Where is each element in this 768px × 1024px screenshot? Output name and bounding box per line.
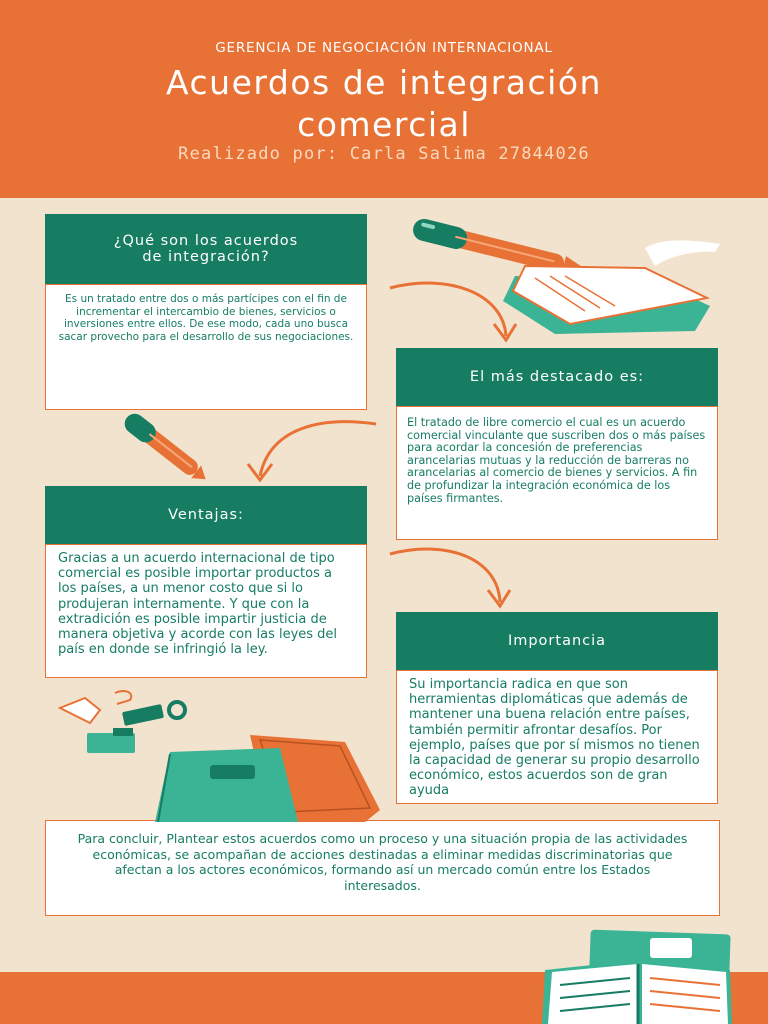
importancia-body: Su importancia radica en que son herramientas diplomáticas que además de mantener una buena relación entre países, también permitir afrontar desafíos. Por ejemplo, países que por sí mismos no tienen la capacidad de generar su propio desarrollo económico, estos acuerdos son de gran ayuda [396, 670, 718, 804]
ventajas-heading: Ventajas: [45, 486, 367, 544]
page-subtitle: GERENCIA DE NEGOCIACIÓN INTERNACIONAL [215, 40, 553, 56]
title-line-2: comercial [297, 105, 471, 144]
open-notebook-icon [540, 930, 735, 1024]
title-line-1: Acuerdos de integración [166, 63, 602, 102]
curved-arrow-icon [240, 418, 380, 488]
que-son-body: Es un tratado entre dos o más partícipes con el fin de incrementar el intercambio de bienes, servicios o inversiones entre ellos. De ese modo, cada uno busca sacar provecho para el desarrollo de sus negociaciones. [45, 284, 367, 410]
destacado-body: El tratado de libre comercio el cual es un acuerdo comercial vinculante que suscriben dos o más países para acordar la concesión de preferencias arancelarias mutuas y la reducción de barreras no arancelarias al comercio de bienes y servicios. A fin de profundizar la integración económica de los países firmantes. [396, 406, 718, 540]
importancia-heading: Importancia [396, 612, 718, 670]
author-line: Realizado por: Carla Salima 27844026 [178, 144, 590, 164]
destacado-heading: El más destacado es: [396, 348, 718, 406]
curved-arrow-icon [388, 278, 528, 348]
que-son-heading: ¿Qué son los acuerdos de integración? [45, 214, 367, 284]
notebook-icon [495, 236, 725, 342]
page-title [0, 62, 768, 146]
ventajas-body: Gracias a un acuerdo internacional de tipo comercial es posible importar productos a los países, a un menor costo que si lo produjeran internamente. Y que con la extradición es posible impartir justicia de manera objetiva y acorde con las leyes del país en donde se infringió la ley. [45, 544, 367, 678]
curved-arrow-icon [388, 544, 528, 614]
conclusion-body: Para concluir, Plantear estos acuerdos como un proceso y una situación propia de las actividades económicas, se acompañan de acciones destinadas a eliminar medidas discriminatorias que afectan a los actores económicos, formando así un mercado común entre los Estados interesados. [45, 820, 720, 916]
books-icon [150, 730, 390, 822]
header-banner [0, 0, 768, 198]
pen-icon [115, 410, 215, 490]
